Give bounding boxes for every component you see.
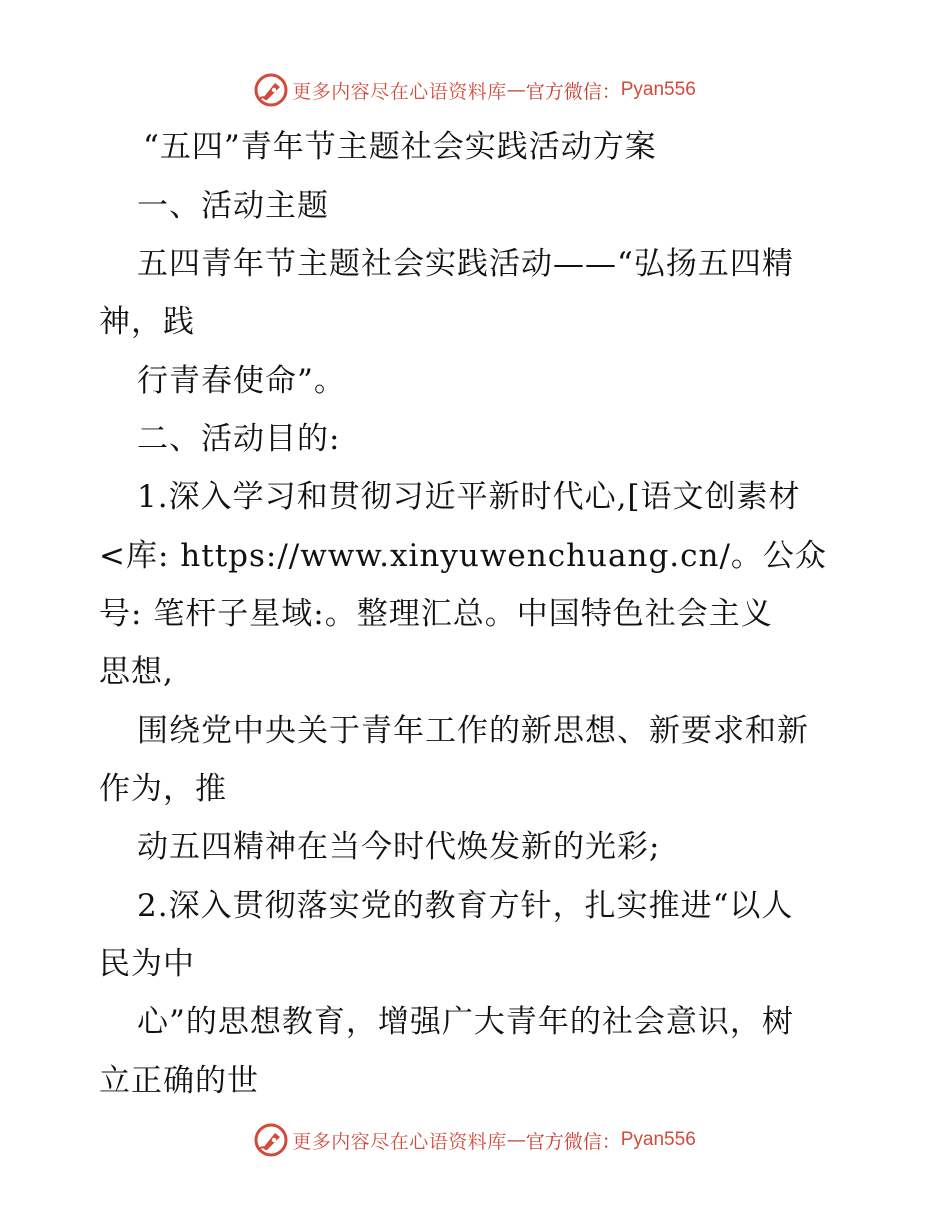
body-line: 1.深入学习和贯彻习近平新时代心,[语文创素材 <box>137 479 801 515</box>
watermark-wechat-id: Pyan556 <box>620 1129 696 1150</box>
pen-nib-logo-icon <box>254 73 288 107</box>
body-line: 民为中 <box>99 946 195 982</box>
body-line: 五四青年节主题社会实践活动——“弘扬五四精 <box>137 246 794 282</box>
body-line: 一、活动主题 <box>137 188 329 224</box>
body-line: 思想, <box>99 654 174 690</box>
body-line: 号: 笔杆子星域:。整理汇总。中国特色社会主义 <box>99 596 773 632</box>
watermark-main-text: 更多内容尽在心语资料库 <box>292 80 507 103</box>
document-title: “五四”青年节主题社会实践活动方案 <box>143 129 657 165</box>
watermark-main-text: 更多内容尽在心语资料库 <box>292 1130 507 1153</box>
body-line: 心”的思想教育，增强广大青年的社会意识，树 <box>137 1004 794 1040</box>
header-watermark <box>0 70 950 110</box>
watermark-label: 官方微信： <box>525 1130 621 1153</box>
pen-nib-logo-icon <box>254 1123 288 1157</box>
footer-watermark <box>0 1120 950 1160</box>
body-line: 二、活动目的: <box>137 421 341 457</box>
watermark-wechat-id: Pyan556 <box>620 79 696 100</box>
watermark-separator: — <box>506 1129 526 1151</box>
watermark-label: 官方微信： <box>525 80 621 103</box>
body-line: <库: https://www.xinyuwenchuang.cn/。公众 <box>99 538 827 574</box>
body-line: 2.深入贯彻落实党的教育方针，扎实推进“以人 <box>137 888 794 924</box>
body-line: 立正确的世 <box>99 1063 259 1099</box>
body-line: 动五四精神在当今时代焕发新的光彩; <box>137 829 661 865</box>
body-line: 行青春使命”。 <box>137 363 346 399</box>
body-line: 作为，推 <box>99 771 227 807</box>
body-line: 围绕党中央关于青年工作的新思想、新要求和新 <box>137 713 809 749</box>
body-line: 神，践 <box>99 304 195 340</box>
watermark-separator: — <box>506 79 526 101</box>
